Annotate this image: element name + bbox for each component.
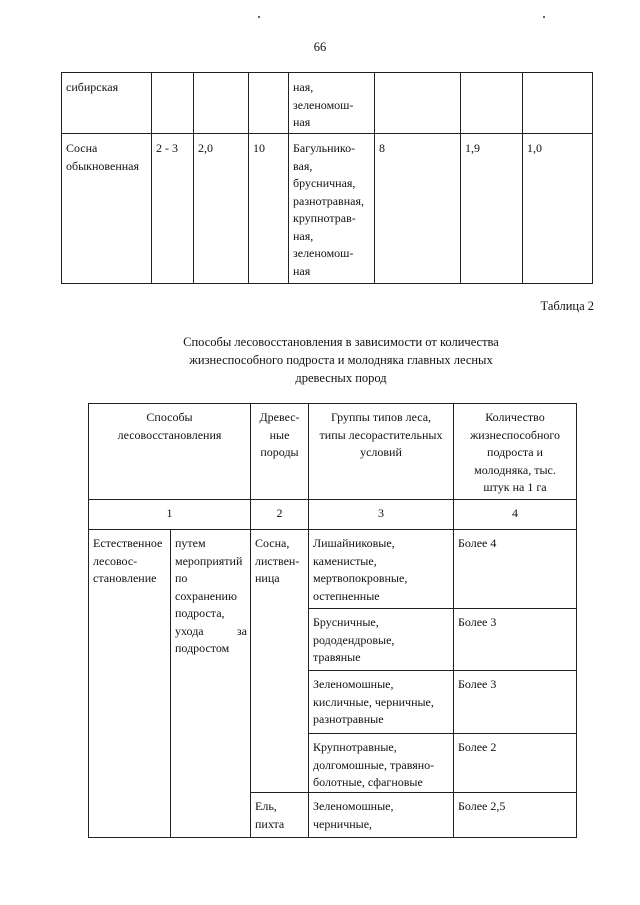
forest-group-cell: Зеленомошные, кисличные, черничные, разнотравные (309, 671, 454, 734)
table-cell (194, 73, 249, 134)
table-row (89, 530, 577, 609)
header-quantity: Количество жизнеспособного подроста и молодняка, тыс. штук на 1 га (454, 404, 577, 500)
table-species-continued (61, 72, 593, 284)
table-cell: Сосна обыкновенная (62, 134, 152, 284)
table-cell (375, 73, 461, 134)
table-cell: сибирская (62, 73, 152, 134)
quantity-cell: Более 3 (454, 609, 577, 671)
table-reforestation-methods (88, 403, 577, 838)
method-description-cell: путем мероприятий по сохранению подроста, ухода за подростом (171, 530, 251, 838)
table-cell (249, 73, 289, 134)
table-cell (461, 73, 523, 134)
table-cell: 2 - 3 (152, 134, 194, 284)
forest-group-cell: Крупнотравные, долгомошные, травяно- болотные, сфагновые (309, 734, 454, 793)
species-cell: Ель, пихта (251, 793, 309, 838)
table-cell: 8 (375, 134, 461, 284)
table-cell: 10 (249, 134, 289, 284)
forest-group-cell: Брусничные, рододендровые, травяные (309, 609, 454, 671)
table-cell (523, 73, 593, 134)
table-cell: ная, зеленомош- ная (289, 73, 375, 134)
column-number: 1 (89, 500, 251, 530)
column-number: 3 (309, 500, 454, 530)
quantity-cell: Более 2 (454, 734, 577, 793)
header-methods: Способы лесовосстановления (89, 404, 251, 500)
header-species: Древес- ные породы (251, 404, 309, 500)
table-cell: 2,0 (194, 134, 249, 284)
table-cell: 1,0 (523, 134, 593, 284)
quantity-cell: Более 3 (454, 671, 577, 734)
quantity-cell: Более 2,5 (454, 793, 577, 838)
table-cell: Багульнико- вая, брусничная, разнотравная, крупнотрав- ная, зеленомош- ная (289, 134, 375, 284)
column-number: 2 (251, 500, 309, 530)
table-row (62, 134, 593, 284)
table-cell (152, 73, 194, 134)
scan-mark (258, 16, 260, 18)
header-groups: Группы типов леса, типы лесорастительных условий (309, 404, 454, 500)
table-row (62, 73, 593, 134)
method-type-cell: Естественное лесовос- становление (89, 530, 171, 838)
forest-group-cell: Зеленомошные, черничные, (309, 793, 454, 838)
quantity-cell: Более 4 (454, 530, 577, 609)
table-cell: 1,9 (461, 134, 523, 284)
scan-mark (543, 16, 545, 18)
species-cell: Сосна, листвен- ница (251, 530, 309, 793)
table-caption: Таблица 2 (540, 299, 594, 313)
table-header-row (89, 404, 577, 500)
table-number-row (89, 500, 577, 530)
forest-group-cell: Лишайниковые, каменистые, мертвопокровные, остепненные (309, 530, 454, 609)
column-number: 4 (454, 500, 577, 530)
page-number: 66 (313, 40, 327, 54)
table-title: Способы лесовосстановления в зависимости от количества жизнеспособного подроста и молодняка главных лесных древесных пород (183, 335, 499, 385)
